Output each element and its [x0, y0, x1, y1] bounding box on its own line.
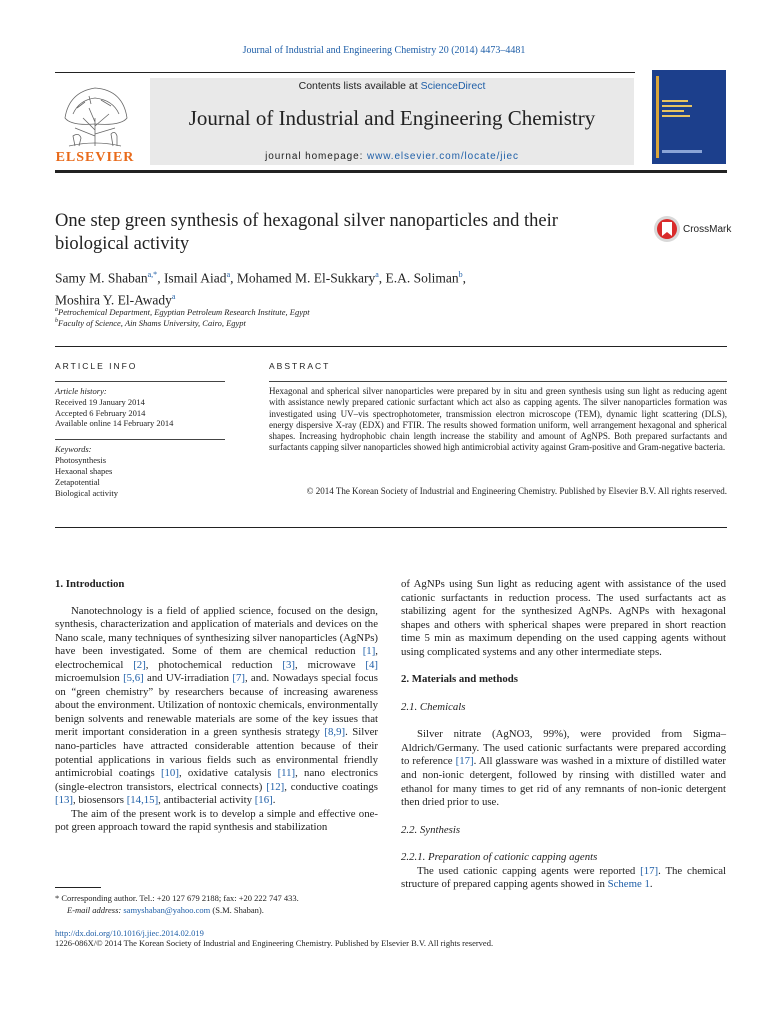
body-right-column — [401, 578, 726, 892]
citation-link[interactable]: [12] — [266, 780, 285, 793]
text-run: , and. Nowadays special focus on “green chemistry” by researchers because of increasing awareness about the environment. Utilization of nontoxic chemicals, environmentally benign solvents and renewable materials are some of the key issues that merit important consideration in a green synthesis strategy — [55, 672, 378, 739]
section-rule — [55, 346, 727, 347]
author-affiliation-marker[interactable]: a — [375, 270, 379, 279]
author-affiliation-marker[interactable]: b — [458, 270, 463, 279]
text-run: , electrochemical — [55, 645, 378, 671]
author-name[interactable]: Moshira Y. El-Awady — [55, 292, 172, 307]
footnote-marker: * — [55, 893, 60, 903]
author-name[interactable]: E.A. Soliman — [385, 270, 459, 286]
corresponding-author-footnote — [55, 892, 385, 916]
contents-prefix: Contents lists available at — [298, 80, 421, 92]
sciencedirect-link[interactable]: ScienceDirect — [420, 80, 486, 92]
introduction-paragraph-1 — [55, 605, 378, 808]
affiliation-a — [55, 307, 310, 317]
article-history — [55, 386, 235, 429]
footnote-text: Corresponding author. Tel.: +20 127 679 2188; fax: +20 222 747 433. — [59, 893, 299, 903]
author-list: Samy M. Shaban$^{a,*}$, Ismail Aiad$^a$, Mohamed M. El-Sukkary$^a$, E.A. Soliman$^b$, Moshira Y. El-Awady$^a$ — [55, 270, 467, 307]
affiliation-text: Petrochemical Department, Egyptian Petroleum Research Institute, Egypt — [58, 307, 310, 317]
text-run: , photochemical reduction — [145, 658, 283, 671]
author-name[interactable]: Ismail Aiad — [163, 270, 227, 286]
homepage-line — [150, 151, 634, 162]
author-affiliation-marker[interactable]: a — [171, 291, 176, 301]
article-title: One step green synthesis of hexagonal silver nanoparticles and their biological activity — [55, 211, 558, 254]
journal-citation[interactable]: Journal of Industrial and Engineering Chemistry 20 (2014) 4473–4481 — [242, 45, 526, 56]
text-run: , nano electronics (single-electron transistors, electrical connects) — [55, 767, 378, 793]
text-run: , conductive coatings — [284, 780, 378, 793]
email-link[interactable]: samyshaban@yahoo.com — [123, 905, 211, 915]
affiliation-marker: b — [55, 318, 58, 325]
keyword: Hexaonal shapes — [55, 466, 113, 476]
keyword: Zetapotential — [55, 477, 100, 487]
citation-link[interactable]: [8,9] — [324, 726, 346, 739]
text-run: and UV-irradiation — [143, 672, 233, 685]
text-run: , oxidative catalysis — [178, 767, 278, 780]
author-name[interactable]: Mohamed M. El-Sukkary — [236, 270, 376, 286]
affiliation-b — [55, 318, 246, 328]
crossmark-label[interactable]: CrossMark — [683, 224, 732, 235]
text-run: . All glassware was washed in a mixture of distilled water and non-ionic detergent, followed by rinsing with distilled water and ethanol for many times to get rid of any remnants of non-ionic detergent then dried prior to use. — [401, 755, 726, 809]
keywords-label: Keywords: — [55, 444, 92, 454]
body-left-column — [55, 578, 378, 835]
citation-link[interactable]: [5,6] — [123, 672, 144, 685]
journal-name: Journal of Industrial and Engineering Chemistry — [188, 106, 596, 130]
author-affiliation-marker[interactable]: a,* — [147, 270, 158, 279]
doi-link[interactable]: http://dx.doi.org/10.1016/j.jiec.2014.02.019 — [55, 928, 204, 938]
email-label: E-mail address: — [67, 905, 124, 915]
issn-copyright: 1226-086X/© 2014 The Korean Society of Industrial and Engineering Chemistry. Published by Elsevier B.V. All rights reserved. — [55, 938, 494, 948]
citation-link[interactable]: [14,15] — [126, 794, 159, 807]
keywords-rule — [55, 439, 225, 440]
keyword: Biological activity — [55, 488, 119, 498]
affiliation-text: Faculty of Science, Ain Shams University, Cairo, Egypt — [58, 318, 246, 328]
text-run: . — [272, 794, 276, 807]
text-run: , antibacterial activity — [158, 794, 255, 807]
keyword: Photosynthesis — [55, 455, 107, 465]
citation-link[interactable]: [11] — [277, 767, 296, 780]
footnote-rule — [55, 887, 101, 888]
text-run: . — [649, 878, 653, 891]
journal-cover-image[interactable] — [652, 70, 726, 164]
author-affiliation-marker[interactable]: a — [226, 270, 231, 279]
history-online: Available online 14 February 2014 — [55, 418, 174, 429]
citation-link[interactable]: [2] — [133, 658, 146, 671]
abstract-end-rule — [55, 527, 727, 528]
citation-link[interactable]: [13] — [55, 794, 73, 807]
chemicals-heading: 2.1. Chemicals — [401, 700, 466, 713]
citation-link[interactable]: [16] — [254, 794, 273, 807]
affiliation-marker: a — [55, 307, 58, 314]
citation-link[interactable]: [10] — [160, 767, 179, 780]
article-info-heading: ARTICLE INFO — [55, 361, 138, 371]
abstract-text: Hexagonal and spherical silver nanoparticles were prepared by in situ and green synthesis using sun light as reducing agent with assistance newly prepared cationic surfactant which act also as capping agents. The silver nanoparticles formation was investigated using UV–vis spectrophotometer, transmission electron microscope (TEM), dynamic light scattering (DLS), energy dispersive X-ray (EDX) and FTIR. The results showed formation uniform, well arrangement hexagonal and spherical shapes. Increasing hydrophobic chain length increase the stability and amount of AgNPS. Both prepared surfactants and surfactants capping silver nanoparticles showed high antimicrobial activity against Gram-positive and Gram-negative bacteria. — [269, 386, 727, 453]
citation-link[interactable]: [7] — [232, 672, 245, 685]
keywords-block — [55, 444, 235, 499]
author-name[interactable]: Samy M. Shaban — [55, 270, 148, 286]
text-run: Nanotechnology is a field of applied science, focused on the design, synthesis, characterization and application of materials and devices on the Nano scale, many techniques of synthesizing silver nanoparticles (AgNPs) have been investigated. Some of them are chemical reduction — [55, 604, 378, 658]
contents-line — [150, 80, 634, 92]
abstract-rule — [269, 381, 727, 382]
abstract-heading: ABSTRACT — [269, 361, 331, 371]
citation-link[interactable]: [17] — [455, 755, 474, 768]
info-rule — [55, 381, 225, 382]
text-run: Silver nitrate (AgNO3, 99%), were provided from Sigma–Aldrich/Germany. The used cationic surfactants were prepared according to reference — [401, 728, 726, 768]
text-run: , microwave — [295, 658, 366, 671]
email-suffix: (S.M. Shaban). — [210, 905, 264, 915]
synthesis-heading: 2.2. Synthesis — [401, 823, 461, 836]
text-run: , biosensors — [73, 794, 127, 807]
text-run: The used cationic capping agents were reported — [417, 864, 641, 877]
introduction-heading: 1. Introduction — [55, 578, 125, 590]
history-accepted: Accepted 6 February 2014 — [55, 407, 146, 418]
preparation-heading: 2.2.1. Preparation of cationic capping agents — [401, 851, 598, 864]
top-rule — [55, 72, 635, 73]
introduction-paragraph-2: The aim of the present work is to develop a simple and effective one-pot green approach toward the rapid synthesis and stabilization — [55, 807, 378, 834]
abstract-copyright: © 2014 The Korean Society of Industrial and Engineering Chemistry. Published by Elsevier B.V. All rights reserved. — [306, 486, 727, 496]
homepage-prefix: journal homepage: — [265, 151, 367, 162]
history-label: Article history: — [55, 386, 107, 396]
preparation-paragraph — [401, 865, 726, 892]
scheme-link[interactable]: Scheme 1 — [607, 878, 650, 891]
homepage-link[interactable]: www.elsevier.com/locate/jiec — [366, 151, 519, 162]
introduction-continuation: of AgNPs using Sun light as reducing agent with assistance of the used cationic surfactants in reduction process. The used surfactants act as stabilizing agent for the synthesized AgNPs. AgNPs with hexagonal shapes and others with spherical shapes were prepared in short reaction time 5 min as maximum depending on the used capping agents without using complicated systems and any other intermediate steps. — [401, 578, 726, 658]
elsevier-wordmark: ELSEVIER — [55, 150, 135, 165]
chemicals-paragraph — [401, 728, 726, 809]
citation-link[interactable]: [17] — [640, 864, 659, 877]
citation-link[interactable]: [3] — [282, 658, 296, 671]
methods-heading: 2. Materials and methods — [401, 673, 518, 686]
citation-link[interactable]: [4] — [365, 658, 378, 671]
text-run: . The chemical structure of prepared capping agents showed in — [401, 864, 726, 891]
text-run: microemulsion — [55, 672, 124, 685]
history-received: Received 19 January 2014 — [55, 396, 145, 407]
citation-link[interactable]: [1] — [362, 645, 376, 658]
header-bottom-rule — [55, 170, 727, 173]
text-run: . Silver nano-particles have attracted considerable attention because of their potential applications in various fields such as environmental friendly antimicrobial coatings — [55, 726, 378, 780]
